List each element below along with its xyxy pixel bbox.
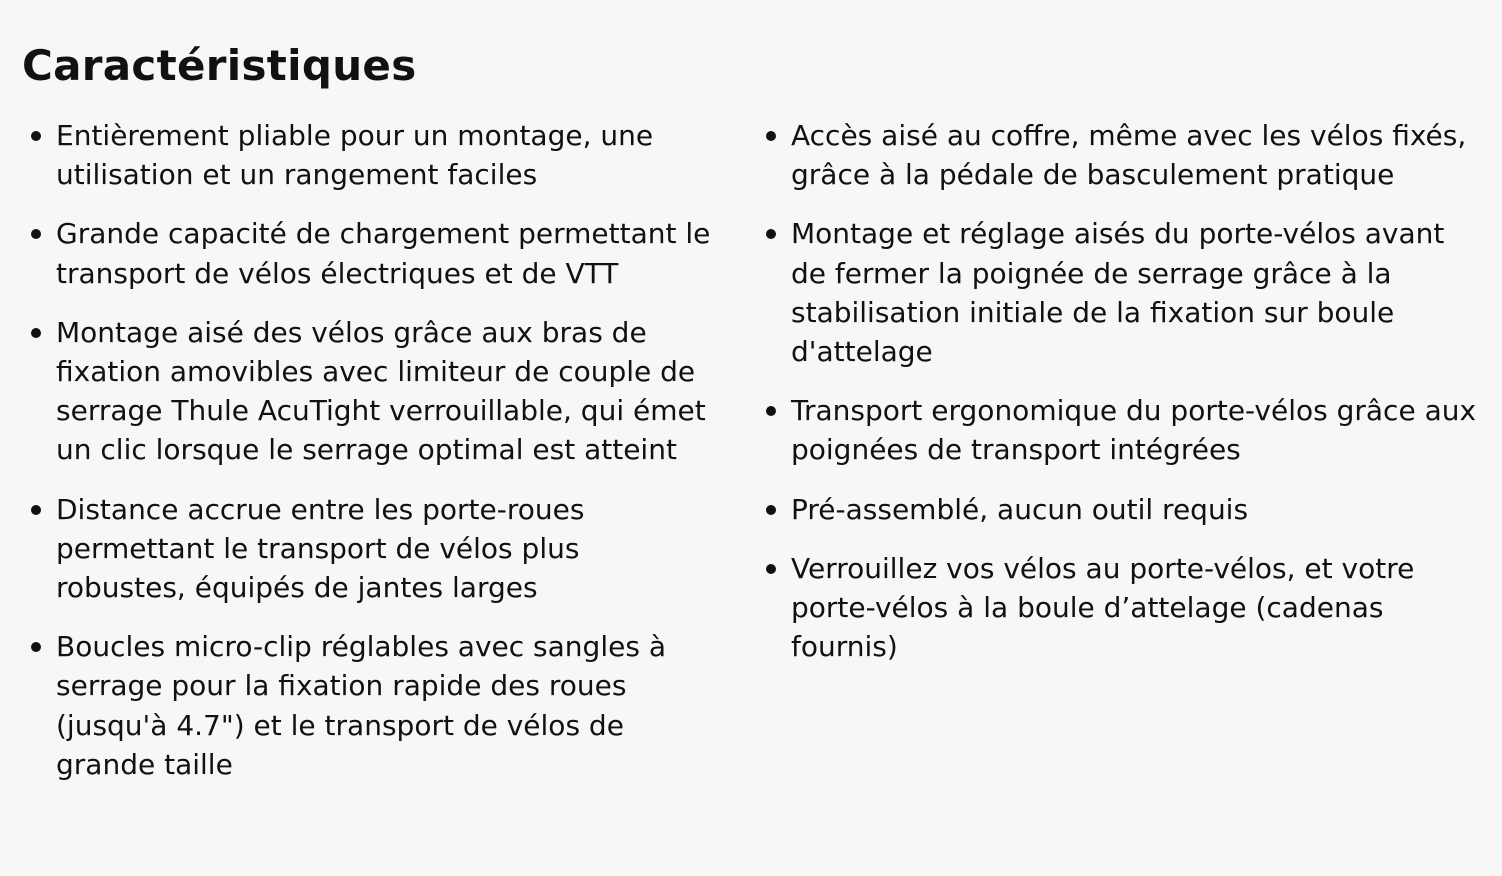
feature-item [22, 313, 712, 470]
feature-item [757, 116, 1477, 194]
bullet-icon [31, 229, 41, 239]
bullet-icon [766, 564, 776, 574]
bullet-icon [31, 505, 41, 515]
bullet-icon [766, 406, 776, 416]
bullet-icon [31, 642, 41, 652]
bullet-icon [766, 229, 776, 239]
bullet-icon [766, 505, 776, 515]
bullet-icon [31, 328, 41, 338]
bullet-icon [31, 131, 41, 141]
feature-text: Boucles micro-clip réglables avec sangles à serrage pour la fixation rapide des roues (jusqu'à 4.7") et le transport de vélos de grande taille [56, 630, 666, 781]
bullet-icon [766, 131, 776, 141]
feature-item [757, 391, 1477, 469]
feature-text: Transport ergonomique du porte-vélos grâce aux poignées de transport intégrées [791, 394, 1477, 467]
feature-item [22, 627, 712, 784]
feature-text: Pré-assemblé, aucun outil requis [791, 492, 1249, 526]
feature-text: Montage aisé des vélos grâce aux bras de fixation amovibles avec limiteur de couple de serrage Thule AcuTight verrouillable, qui émet un clic lorsque le serrage optimal est atteint [56, 315, 706, 467]
feature-text: Distance accrue entre les porte-roues permettant le transport de vélos plus robustes, équipés de jantes larges [56, 492, 585, 605]
features-list-left [22, 116, 712, 804]
feature-text: Montage et réglage aisés du porte-vélos avant de fermer la poignée de serrage grâce à la stabilisation initiale de la fixation sur boule d'attelage [791, 217, 1445, 369]
feature-item [22, 490, 712, 608]
section-title: Caractéristiques [22, 41, 417, 90]
feature-item [757, 490, 1477, 529]
feature-text: Grande capacité de chargement permettant le transport de vélos électriques et de VTT [56, 217, 711, 290]
feature-item [757, 214, 1477, 371]
feature-text: Verrouillez vos vélos au porte-vélos, et votre porte-vélos à la boule d’attelage (cadenas fournis) [791, 551, 1415, 664]
feature-item [757, 549, 1477, 667]
feature-text: Accès aisé au coffre, même avec les vélos fixés, grâce à la pédale de basculement pratique [791, 119, 1467, 192]
feature-item [22, 214, 712, 292]
feature-text: Entièrement pliable pour un montage, une utilisation et un rangement faciles [56, 119, 654, 192]
features-list-right [757, 116, 1477, 686]
feature-item [22, 116, 712, 194]
